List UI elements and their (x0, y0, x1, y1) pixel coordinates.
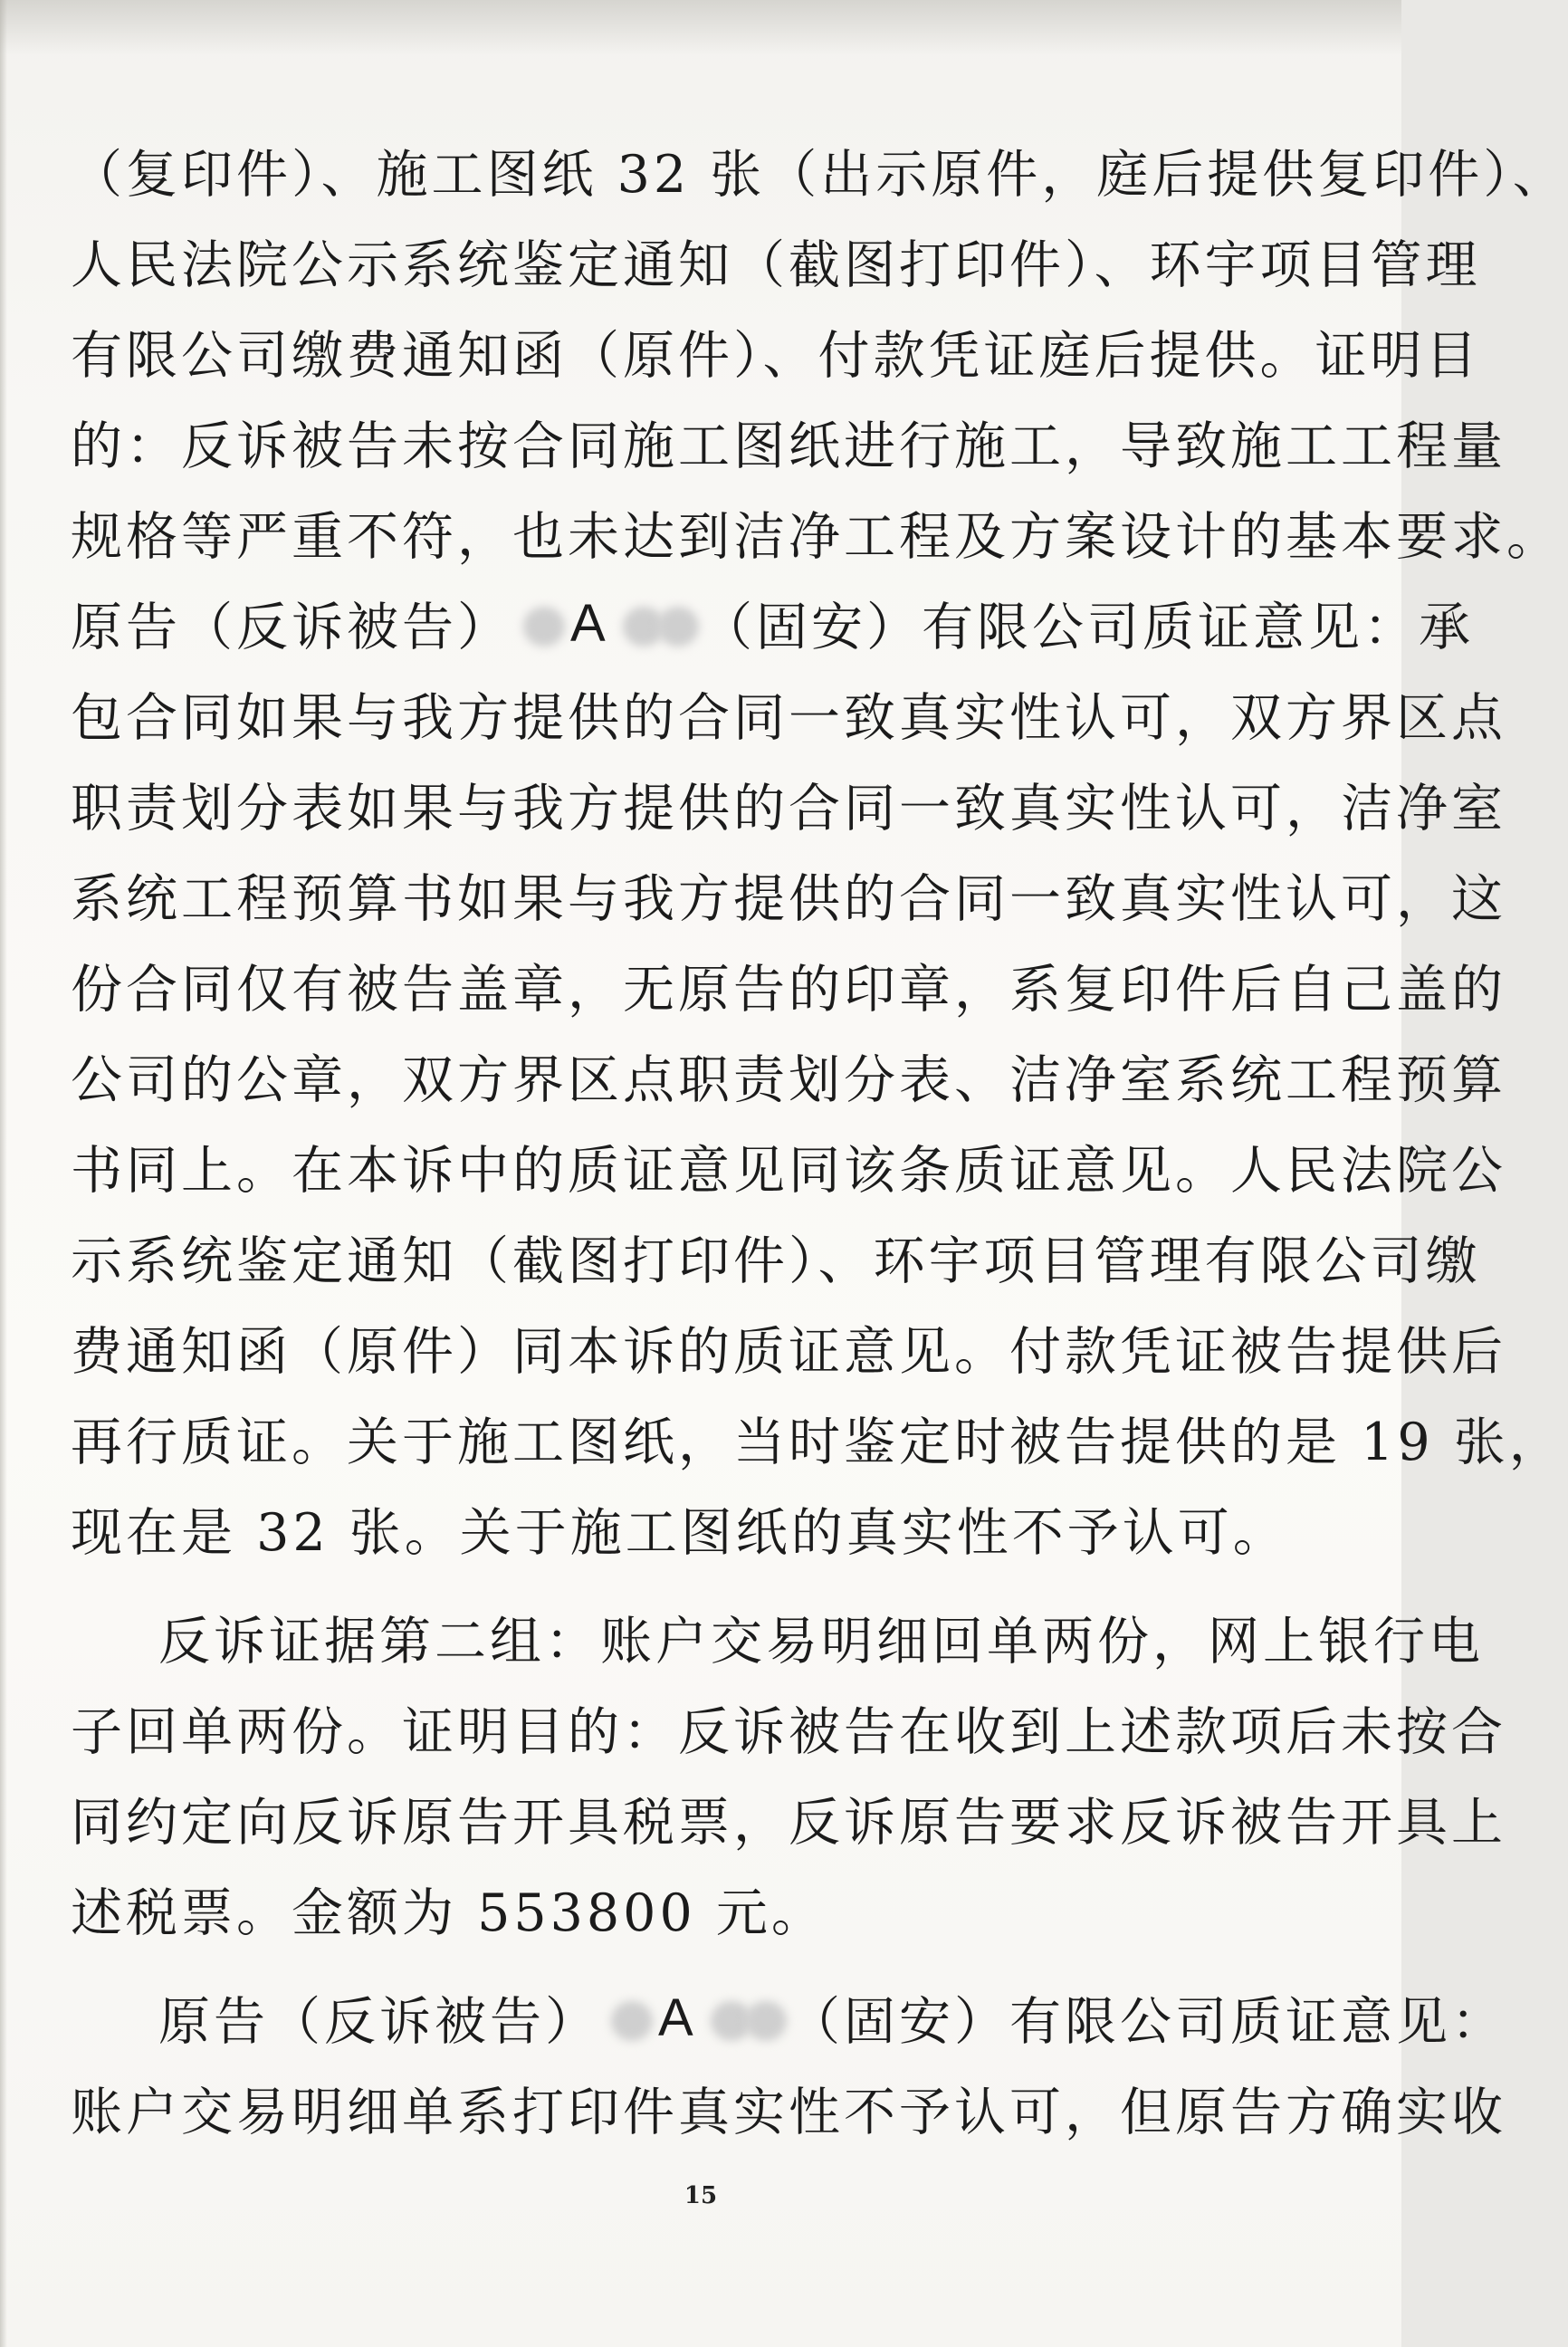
redaction-blur (604, 1988, 785, 2048)
text-line-9: 系统工程预算书如果与我方提供的合同一致真实性认可，这 (71, 869, 1506, 929)
text-line-14: 费通知函（原件）同本诉的质证意见。付款凭证被告提供后 (71, 1322, 1506, 1382)
text-line-15: 再行质证。关于施工图纸，当时鉴定时被告提供的是 19 张， (71, 1413, 1564, 1472)
redaction-blur (516, 594, 697, 654)
text-line-3: 有限公司缴费通知函（原件）、付款凭证庭后提供。证明目 (71, 326, 1481, 386)
redacted-name-letter: A (658, 1988, 693, 2047)
text-line-12: 书同上。在本诉中的质证意见同该条质证意见。人民法院公 (71, 1141, 1506, 1201)
text-line-10: 份合同仅有被告盖章，无原告的印章，系复印件后自己盖的 (71, 960, 1506, 1020)
text-line-11: 公司的公章，双方界区点职责划分表、洁净室系统工程预算 (71, 1050, 1506, 1110)
redacted-name-letter: A (570, 594, 606, 653)
text-line-16: 现在是 32 张。关于施工图纸的真实性不予认可。 (71, 1503, 1288, 1563)
redacted-line-suffix: （固安）有限公司质证意见：承 (701, 598, 1474, 657)
text-line-1: （复印件）、施工图纸 32 张（出示原件，庭后提供复印件）、 (71, 145, 1568, 205)
text-line-8: 职责划分表如果与我方提供的合同一致真实性认可，洁净室 (71, 779, 1506, 838)
text-line-22: 账户交易明细单系打印件真实性不予认可，但原告方确实收 (71, 2083, 1506, 2142)
redacted-line-prefix: 原告（反诉被告） (71, 598, 512, 657)
text-line-13: 示系统鉴定通知（截图打印件）、环宇项目管理有限公司缴 (71, 1231, 1481, 1291)
text-line-18: 子回单两份。证明目的：反诉被告在收到上述款项后未按合 (71, 1702, 1506, 1762)
text-line-2: 人民法院公示系统鉴定通知（截图打印件）、环宇项目管理 (71, 235, 1481, 295)
text-line-21-redacted (158, 1977, 1506, 2067)
text-line-19: 同约定向反诉原告开具税票，反诉原告要求反诉被告开具上 (71, 1793, 1506, 1853)
page-number: 15 (684, 2182, 718, 2209)
redacted-line-prefix: 原告（反诉被告） (158, 1992, 600, 2052)
scan-shadow-left (0, 0, 7, 2347)
scan-shadow-top (0, 0, 1401, 54)
text-line-5: 规格等严重不符，也未达到洁净工程及方案设计的基本要求。 (71, 507, 1562, 567)
text-line-7: 包合同如果与我方提供的合同一致真实性认可，双方界区点 (71, 688, 1506, 748)
text-line-6-redacted (71, 582, 1474, 673)
redacted-line-suffix: （固安）有限公司质证意见： (789, 1992, 1506, 2052)
text-line-20: 述税票。金额为 553800 元。 (71, 1883, 827, 1943)
text-line-17: 反诉证据第二组：账户交易明细回单两份，网上银行电 (158, 1612, 1484, 1672)
text-line-4: 的：反诉被告未按合同施工图纸进行施工，导致施工工程量 (71, 417, 1506, 476)
